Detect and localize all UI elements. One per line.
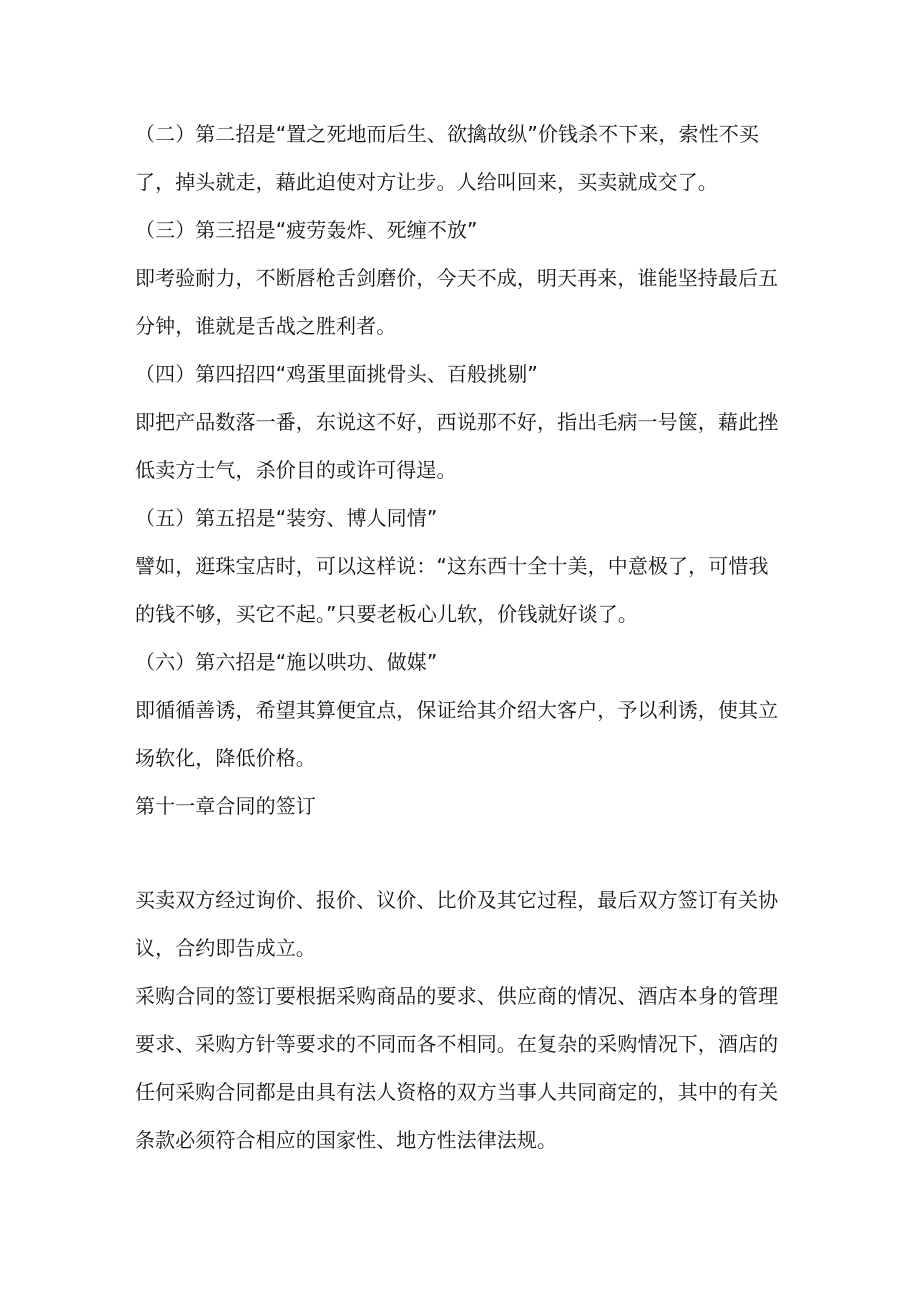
text-line: 即考验耐力，不断唇枪舌剑磨价，今天不成，明天再来，谁能坚持最后五 <box>135 266 779 290</box>
section-heading: （三）第三招是“疲劳轰炸、死缠不放” <box>135 218 478 242</box>
text-line: 譬如，逛珠宝店时，可以这样说：“这东西十全十美，中意极了，可惜我 <box>135 554 769 578</box>
text-line: 条款必须符合相应的国家性、地方性法律法规。 <box>135 1128 558 1152</box>
text-line: 低卖方士气，杀价目的或许可得逞。 <box>135 458 457 482</box>
section-heading: （四）第四招四“鸡蛋里面挑骨头、百般挑剔” <box>135 362 538 386</box>
text-line: 的钱不够，买它不起。”只要老板心儿软，价钱就好谈了。 <box>135 602 638 626</box>
text-line: 即把产品数落一番，东说这不好，西说那不好，指出毛病一号箧，藉此挫 <box>135 410 779 434</box>
text-line: 采购合同的签订要根据采购商品的要求、供应商的情况、酒店本身的管理 <box>135 984 779 1008</box>
text-line: 即循循善诱，希望其算便宜点，保证给其介绍大客户，予以利诱，使其立 <box>135 698 779 722</box>
section-heading: （五）第五招是“装穷、博人同情” <box>135 506 438 530</box>
text-line: 任何采购合同都是由具有法人资格的双方当事人共同商定的，其中的有关 <box>135 1080 779 1104</box>
text-line: 了，掉头就走，藉此迫使对方让步。人给叫回来，买卖就成交了。 <box>135 170 718 194</box>
text-line: 场软化，降低价格。 <box>135 746 316 770</box>
chapter-title: 第十一章合同的签订 <box>135 794 316 818</box>
text-line: 议，合约即告成立。 <box>135 936 316 960</box>
text-line: 买卖双方经过询价、报价、议价、比价及其它过程，最后双方签订有关协 <box>135 888 779 912</box>
section-heading: （六）第六招是“施以哄功、做媒” <box>135 650 438 674</box>
text-line: （二）第二招是“置之死地而后生、欲擒故纵”价钱杀不下来，索性不买 <box>135 122 759 146</box>
text-line: 分钟，谁就是舌战之胜利者。 <box>135 314 397 338</box>
text-line: 要求、采购方针等要求的不同而各不相同。在复杂的采购情况下，酒店的 <box>135 1032 779 1056</box>
